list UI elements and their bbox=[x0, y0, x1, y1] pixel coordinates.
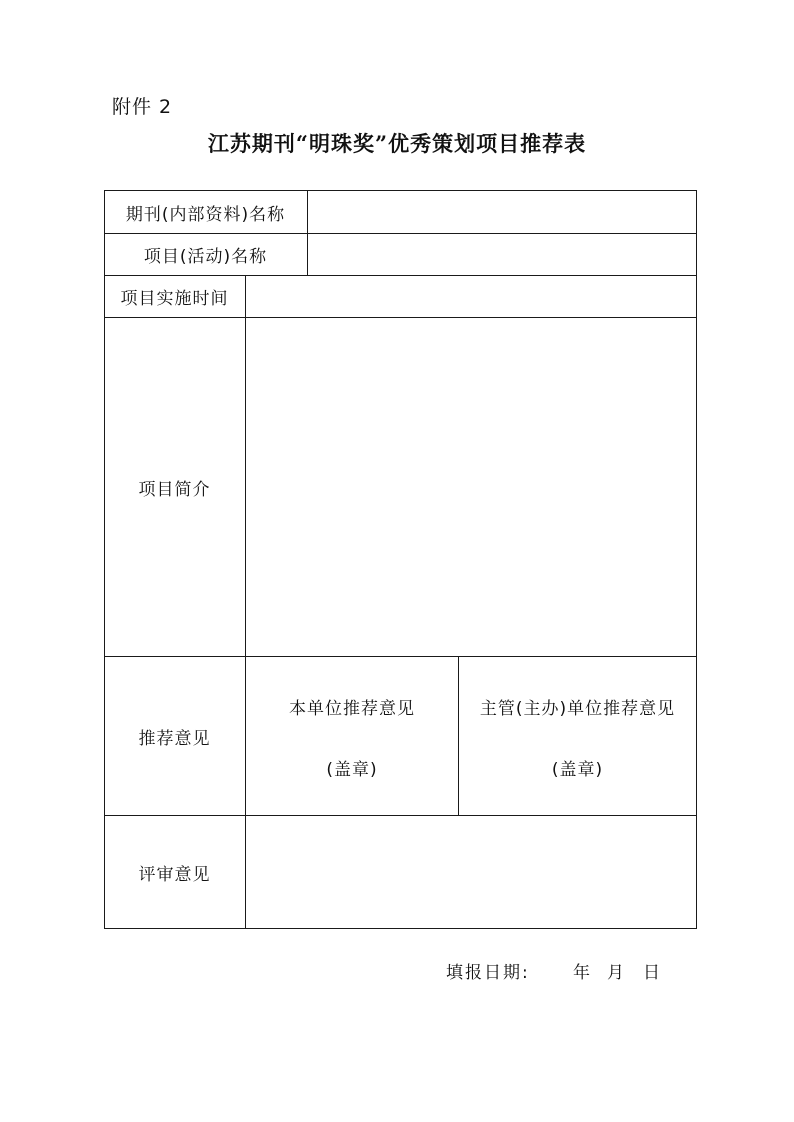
review-label: 评审意见 bbox=[138, 864, 211, 885]
fill-date-year: 年 bbox=[573, 963, 592, 983]
project-name-label: 项目(活动)名称 bbox=[143, 247, 268, 267]
form-title: 江苏期刊“明珠奖”优秀策划项目推荐表 bbox=[207, 131, 587, 156]
own-unit-seal-label: (盖章) bbox=[326, 760, 378, 780]
supervising-unit-opinion-heading: 主管(主办)单位推荐意见 bbox=[479, 699, 676, 719]
own-unit-opinion-heading: 本单位推荐意见 bbox=[289, 699, 415, 719]
journal-name-field[interactable] bbox=[308, 191, 696, 233]
project-intro-label: 项目简介 bbox=[138, 479, 211, 500]
implementation-time-field[interactable] bbox=[246, 276, 696, 317]
table-border-right bbox=[696, 190, 697, 929]
attachment-label: 附件 2 bbox=[112, 96, 173, 118]
fill-date-label: 填报日期: bbox=[446, 963, 530, 983]
journal-name-label: 期刊(内部资料)名称 bbox=[125, 204, 286, 225]
recommendation-label: 推荐意见 bbox=[138, 728, 211, 749]
project-intro-field[interactable] bbox=[246, 318, 696, 656]
fill-date-day: 日 bbox=[643, 963, 662, 983]
table-divider bbox=[458, 656, 459, 816]
review-field[interactable] bbox=[246, 816, 696, 928]
implementation-time-label: 项目实施时间 bbox=[120, 289, 229, 309]
supervising-unit-seal-label: (盖章) bbox=[551, 760, 604, 780]
table-border-bottom bbox=[104, 928, 697, 929]
fill-date-month: 月 bbox=[607, 963, 626, 983]
project-name-field[interactable] bbox=[308, 234, 696, 275]
